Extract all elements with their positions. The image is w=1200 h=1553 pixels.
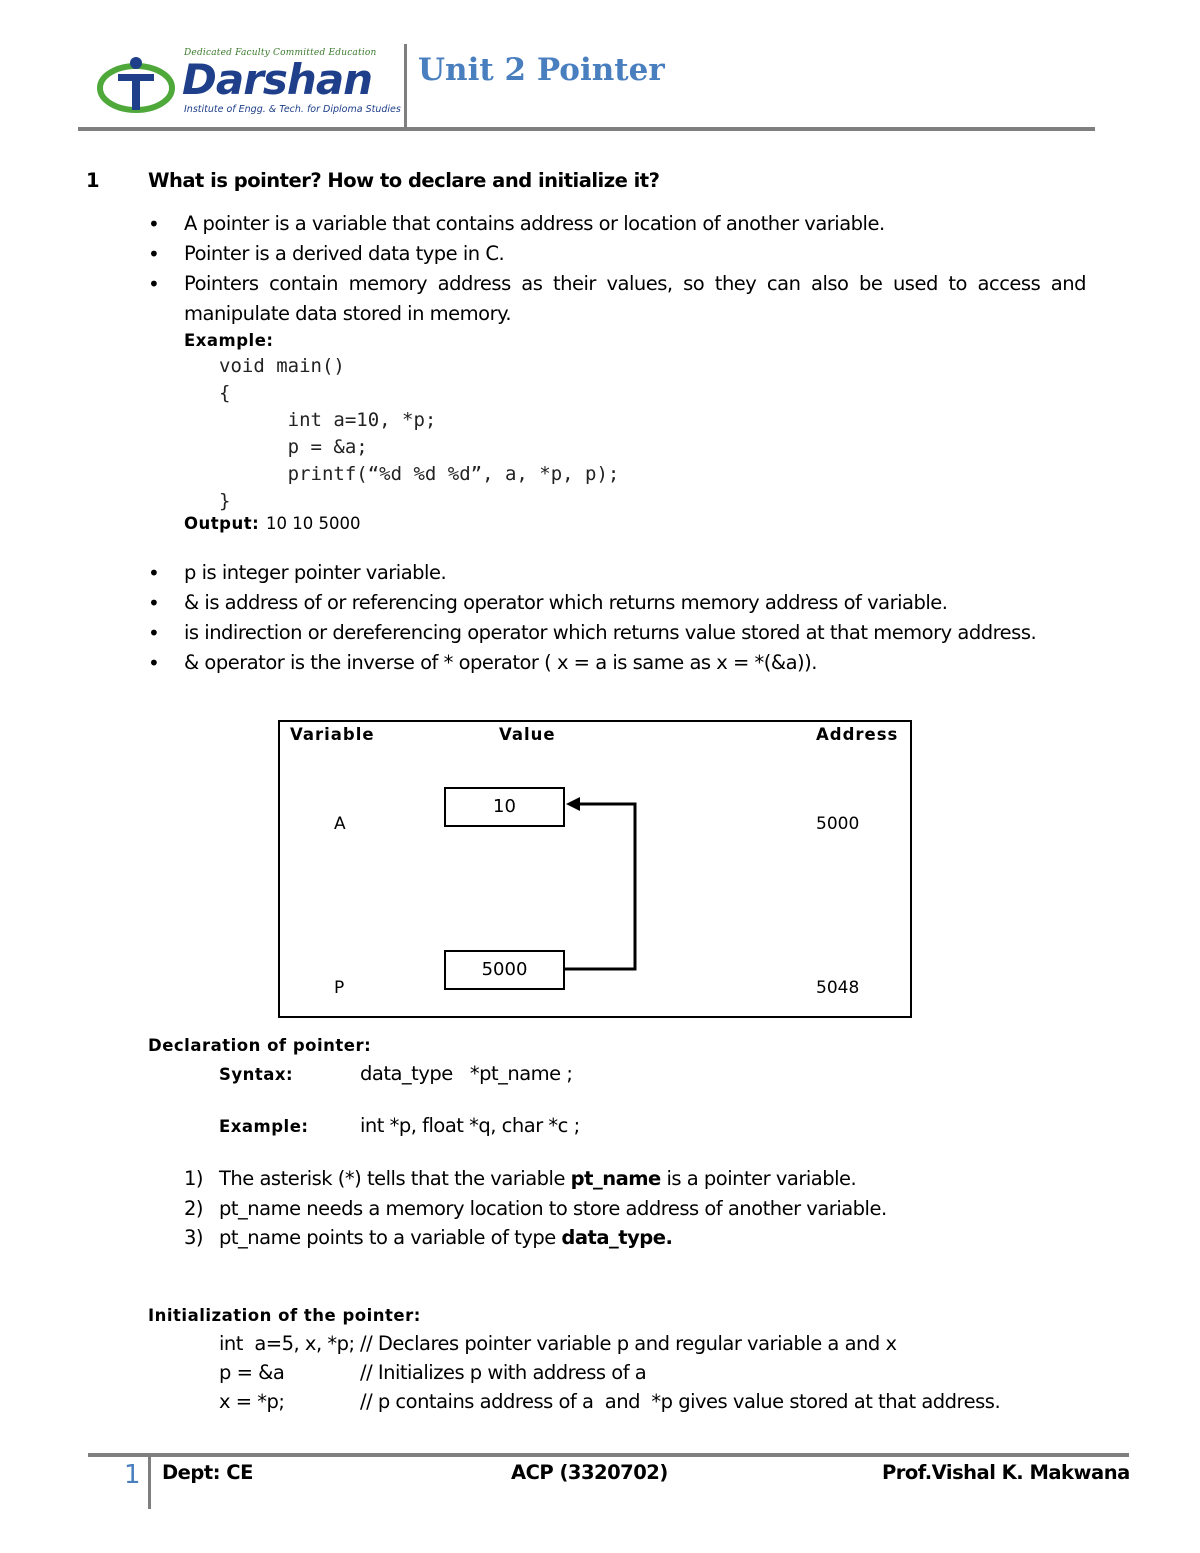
syntax-label: Syntax: <box>219 1065 294 1084</box>
code-line: { <box>219 382 231 404</box>
list-item: • is indirection or dereferencing operator which returns value stored at that memory address. <box>148 618 1036 648</box>
diagram-variable-a: A <box>334 814 346 834</box>
list-item: • Pointer is a derived data type in C. <box>148 239 1086 269</box>
operator-bullet-list <box>148 558 1036 678</box>
diagram-value-box-a: 10 <box>444 787 565 827</box>
code-block <box>219 353 619 515</box>
init-code-line: x = *p; <box>219 1390 285 1413</box>
code-line: printf(“%d %d %d”, a, *p, p); <box>219 463 620 485</box>
list-item: 1) The asterisk (*) tells that the variable pt_name is a pointer variable. <box>184 1167 857 1190</box>
init-code-line: p = &a <box>219 1361 285 1384</box>
declaration-heading: Declaration of pointer: <box>148 1036 372 1055</box>
example-label: Example: <box>184 331 274 350</box>
init-comment-line: // p contains address of a and *p gives value stored at that address. <box>360 1390 1001 1413</box>
init-comment-line: // Declares pointer variable p and regular variable a and x <box>360 1332 897 1355</box>
diagram-header-value: Value <box>499 725 556 744</box>
institute-logo <box>96 46 401 122</box>
list-item: 2) pt_name needs a memory location to store address of another variable. <box>184 1196 887 1220</box>
question-heading: What is pointer? How to declare and initialize it? <box>148 169 660 192</box>
initialization-heading: Initialization of the pointer: <box>148 1306 421 1325</box>
list-item: • & is address of or referencing operator which returns memory address of variable. <box>148 588 1036 618</box>
list-item: • p is integer pointer variable. <box>148 558 1036 588</box>
list-item: • A pointer is a variable that contains address or location of another variable. <box>148 209 1086 239</box>
code-line: } <box>219 490 231 512</box>
init-code-line: int a=5, x, *p; <box>219 1332 355 1355</box>
page-number: 1 <box>124 1460 141 1490</box>
diagram-value-box-p: 5000 <box>444 950 565 990</box>
list-item: 3) pt_name points to a variable of type data_type. <box>184 1226 673 1249</box>
pointer-memory-diagram <box>278 720 912 1018</box>
diagram-address-p: 5048 <box>816 978 860 998</box>
footer-rule <box>88 1453 1129 1457</box>
output-value: 10 10 5000 <box>266 514 361 533</box>
diagram-header-variable: Variable <box>290 725 375 744</box>
header-divider <box>404 44 407 128</box>
footer-course: ACP (3320702) <box>511 1461 668 1484</box>
output-label: Output: <box>184 514 260 533</box>
diagram-header-address: Address <box>816 725 899 744</box>
example-label-2: Example: <box>219 1117 309 1136</box>
intro-bullet-list <box>148 209 1086 329</box>
logo-brand: Darshan <box>182 55 373 104</box>
code-line: int a=10, *p; <box>219 409 437 431</box>
code-line: void main() <box>219 355 345 377</box>
question-number: 1 <box>86 169 100 192</box>
example-value: int *p, float *q, char *c ; <box>360 1114 580 1137</box>
code-line: p = &a; <box>219 436 368 458</box>
header-rule <box>78 127 1095 131</box>
logo-tagline: Dedicated Faculty Committed Education <box>184 48 377 58</box>
footer-divider <box>148 1455 151 1509</box>
init-comment-line: // Initializes p with address of a <box>360 1361 647 1384</box>
footer-dept: Dept: CE <box>162 1461 253 1484</box>
pointer-arrow <box>280 722 910 1016</box>
declaration-points <box>184 1164 887 1253</box>
footer-professor: Prof.Vishal K. Makwana <box>882 1461 1130 1484</box>
logo-subtitle: Institute of Engg. & Tech. for Diploma Studies <box>184 104 401 115</box>
syntax-value: data_type *pt_name ; <box>360 1062 573 1085</box>
darshan-emblem-icon <box>96 54 178 116</box>
list-item: • & operator is the inverse of * operator ( x = a is same as x = *(&a)). <box>148 648 1036 678</box>
diagram-address-a: 5000 <box>816 814 860 834</box>
diagram-variable-p: P <box>334 978 345 998</box>
list-item: • Pointers contain memory address as their values, so they can also be used to access and manipulate data stored in memory. <box>148 269 1086 329</box>
page-title: Unit 2 Pointer <box>418 52 665 88</box>
